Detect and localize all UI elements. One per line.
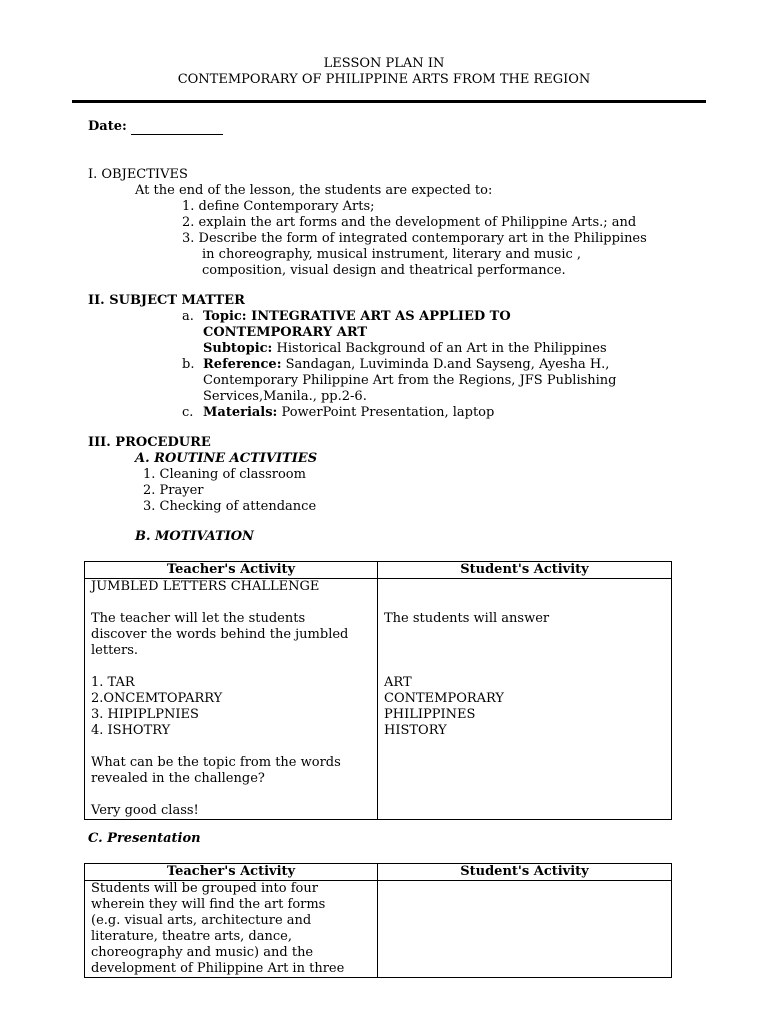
materials-letter: c.	[182, 405, 194, 420]
cell-text-line: Very good class!	[91, 803, 199, 818]
cell-text-line: wherein they will find the art forms	[91, 897, 326, 912]
cell-text-line: Students will be grouped into four	[91, 881, 318, 896]
reference-label: Reference:	[203, 357, 282, 372]
cell-text-line	[384, 659, 665, 675]
reference-line	[203, 357, 609, 373]
cell-text-line	[91, 739, 371, 755]
subject-matter-heading: II. SUBJECT MATTER	[88, 293, 245, 308]
cell-text-line	[384, 579, 665, 595]
date-label: Date:	[88, 119, 127, 134]
student-activity-cell	[378, 881, 672, 978]
routine-activities-heading: A. ROUTINE ACTIVITIES	[135, 451, 318, 466]
materials-line	[203, 405, 494, 421]
cell-text-line: literature, theatre arts, dance,	[91, 929, 292, 944]
student-activity-header: Student's Activity	[378, 864, 672, 881]
teacher-activity-header: Teacher's Activity	[85, 864, 378, 881]
cell-text-line: The students will answer	[384, 611, 550, 626]
date-field	[88, 119, 223, 135]
teacher-activity-cell	[85, 579, 378, 820]
cell-text-line	[384, 595, 665, 611]
routine-item: 3. Checking of attendance	[143, 499, 317, 514]
presentation-table	[84, 863, 672, 978]
cell-text-line	[384, 643, 665, 659]
cell-text-line	[91, 595, 371, 611]
topic-label: Topic:	[203, 309, 247, 324]
table-header-row	[85, 562, 672, 579]
cell-text-line: PHILIPPINES	[384, 707, 476, 722]
cell-text-line: (e.g. visual arts, architecture and	[91, 913, 312, 928]
cell-text-line: letters.	[91, 643, 139, 658]
cell-text-line: discover the words behind the jumbled	[91, 627, 349, 642]
materials-label: Materials:	[203, 405, 278, 420]
teacher-activity-cell	[85, 881, 378, 978]
procedure-heading: III. PROCEDURE	[88, 435, 211, 450]
motivation-table	[84, 561, 672, 820]
motivation-heading: B. MOTIVATION	[135, 529, 254, 544]
date-blank-line	[131, 122, 223, 135]
objective-item: 1. define Contemporary Arts;	[182, 199, 375, 214]
topic-value: INTEGRATIVE ART AS APPLIED TO	[251, 309, 511, 324]
cell-text-line: JUMBLED LETTERS CHALLENGE	[91, 579, 320, 594]
cell-text-line: 4. ISHOTRY	[91, 723, 171, 738]
reference-value-continued: Contemporary Philippine Art from the Regions, JFS Publishing	[203, 373, 617, 388]
topic-value-continued: CONTEMPORARY ART	[203, 325, 368, 340]
cell-text-line: choreography and music) and the	[91, 945, 314, 960]
cell-text-line	[384, 627, 665, 643]
table-row	[85, 881, 672, 978]
objective-item-continued: in choreography, musical instrument, literary and music ,	[202, 247, 582, 262]
cell-text-line: development of Philippine Art in three	[91, 961, 345, 976]
objective-item-continued: composition, visual design and theatrical performance.	[202, 263, 566, 278]
cell-text-line: 2.ONCEMTOPARRY	[91, 691, 223, 706]
cell-text-line: 3. HIPIPLPNIES	[91, 707, 199, 722]
subtopic-value: Historical Background of an Art in the Philippines	[276, 341, 607, 356]
routine-item: 1. Cleaning of classroom	[143, 467, 306, 482]
header-divider	[72, 100, 706, 103]
cell-text-line: revealed in the challenge?	[91, 771, 265, 786]
cell-text-line: What can be the topic from the words	[91, 755, 341, 770]
subtopic-line	[203, 341, 607, 357]
reference-value: Sandagan, Luviminda D.and Sayseng, Ayesha H.,	[285, 357, 610, 372]
materials-value: PowerPoint Presentation, laptop	[281, 405, 495, 420]
cell-text-line	[91, 787, 371, 803]
student-activity-header: Student's Activity	[378, 562, 672, 579]
cell-text-line: ART	[384, 675, 412, 690]
subtopic-label: Subtopic:	[203, 341, 273, 356]
cell-text-line	[91, 659, 371, 675]
reference-value-continued: Services,Manila., pp.2-6.	[203, 389, 367, 404]
topic-letter: a.	[182, 309, 194, 324]
topic-line	[203, 309, 511, 325]
student-activity-cell	[378, 579, 672, 820]
cell-text-line: CONTEMPORARY	[384, 691, 505, 706]
table-header-row	[85, 864, 672, 881]
cell-text-line: HISTORY	[384, 723, 447, 738]
objective-item: 3. Describe the form of integrated contemporary art in the Philippines	[182, 231, 647, 246]
reference-letter: b.	[182, 357, 195, 372]
document-title-line2: CONTEMPORARY OF PHILIPPINE ARTS FROM THE REGION	[177, 72, 591, 87]
cell-text-line: 1. TAR	[91, 675, 135, 690]
objectives-intro: At the end of the lesson, the students are expected to:	[135, 183, 493, 198]
routine-item: 2. Prayer	[143, 483, 204, 498]
cell-text-line: The teacher will let the students	[91, 611, 306, 626]
objectives-heading: I. OBJECTIVES	[88, 167, 188, 182]
presentation-heading: C. Presentation	[88, 831, 201, 846]
teacher-activity-header: Teacher's Activity	[85, 562, 378, 579]
table-row	[85, 579, 672, 820]
document-title-line1: LESSON PLAN IN	[323, 56, 445, 71]
objective-item: 2. explain the art forms and the development of Philippine Arts.; and	[182, 215, 637, 230]
